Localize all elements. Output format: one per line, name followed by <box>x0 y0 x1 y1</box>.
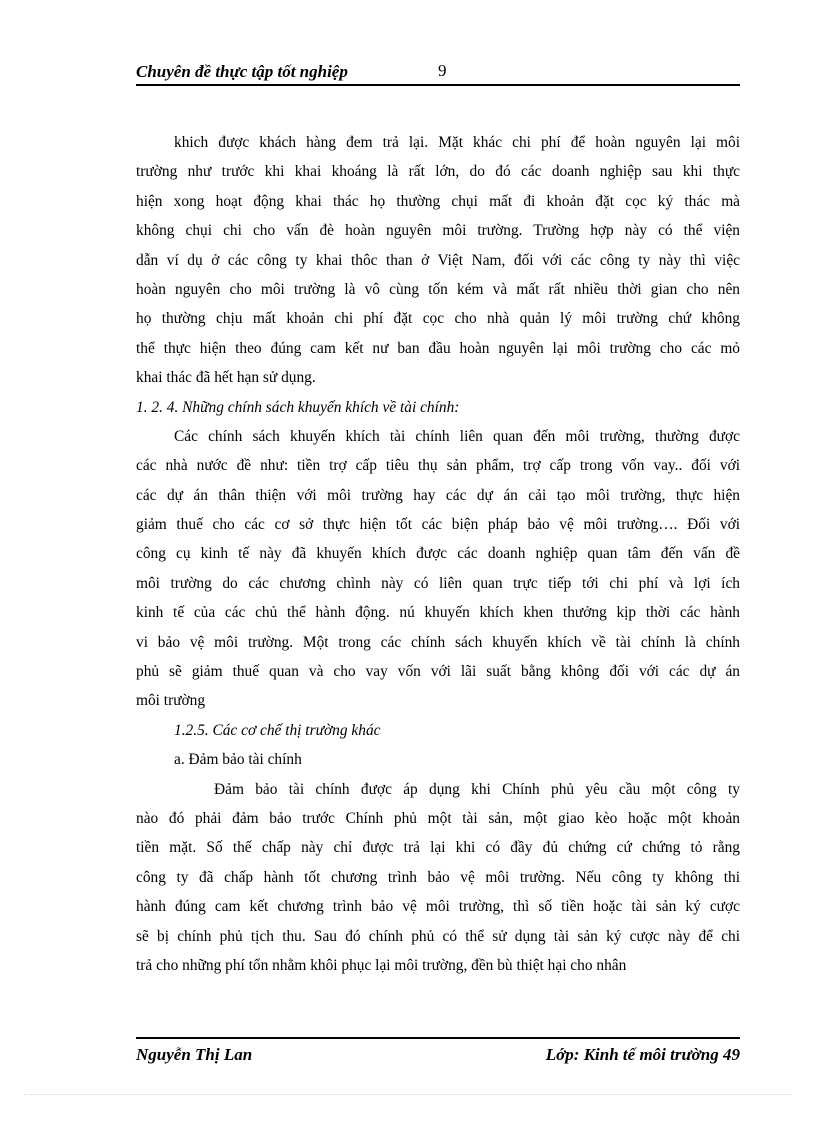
paragraph-line: sẽ bị chính phủ tịch thu. Sau đó chính phủ có thể sử dụng tài sản ký cược này để chi <box>136 927 740 945</box>
paragraph-line: khai thác đã hết hạn sử dụng. <box>136 369 316 387</box>
paragraph-line: công ty đã chấp hành tốt chương trình bảo vệ môi trường. Nếu công ty không thi <box>136 868 740 886</box>
section-heading: 1.2.5. Các cơ chế thị trường khác <box>174 721 381 739</box>
paragraph-line: kinh tế của các chủ thể hành động. nú khuyến khích khen thưởng kịp thời các hành <box>136 604 740 622</box>
footer-class: Lớp: Kinh tế môi trường 49 <box>545 1045 740 1064</box>
paragraph-line: dẫn ví dụ ở các công ty khai thôc than ở Việt Nam, đối với các công ty này thì việc <box>136 251 740 269</box>
paragraph-line: không chụi chi cho vấn đè hoàn nguyên môi trường. Trường hợp này có thể viện <box>136 222 740 240</box>
paragraph-line: khich được khách hàng đem trả lại. Mặt khác chi phí để hoàn nguyên lại môi <box>174 134 740 151</box>
paragraph-line: Các chính sách khuyến khích tài chính liên quan đến môi trường, thường được <box>174 427 740 445</box>
paragraph-line: hiện xong hoạt động khai thác họ thường chụi mất đi khoản đặt cọc ký thác mà <box>136 192 740 210</box>
paragraph-line: thể thực hiện theo đúng cam kết nư ban đầu hoàn nguyên lại môi trường cho các mỏ <box>136 339 740 357</box>
paragraph-line: các dự án thân thiện với môi trường hay các dự án cải tạo môi trường, thực hiện <box>136 486 740 504</box>
paragraph-line: vi bảo vệ môi trường. Một trong các chính sách khuyến khích về tài chính là chính <box>136 633 740 651</box>
subsection-heading: a. Đảm bảo tài chính <box>174 751 302 769</box>
page-edge-divider <box>24 1094 792 1095</box>
paragraph-line: hoàn nguyên cho môi trường là vô cùng tốn kém và mất rất nhiều thời gian cho nên <box>136 280 740 298</box>
paragraph-line: môi trường <box>136 692 206 710</box>
page-footer <box>136 1037 740 1069</box>
document-body <box>136 128 740 980</box>
footer-author: Nguyễn Thị Lan <box>136 1045 253 1064</box>
page-number: 9 <box>438 61 447 80</box>
paragraph-line: trả cho những phí tổn nhằm khôi phục lại môi trường, đền bù thiệt hại cho nhân <box>136 956 627 974</box>
paragraph-line: trường như trước khi khai khoáng là rất lớn, do đó các doanh nghiệp sau khi thực <box>136 163 740 181</box>
paragraph-line: họ thường chịu mất khoản chi phí đặt cọc cho nhà quản lý môi trường chứ không <box>136 310 740 328</box>
header-title: Chuyên đề thực tập tốt nghiệp <box>136 62 348 81</box>
paragraph-line: hành đúng cam kết chương trình bảo vệ môi trường, thì số tiền hoặc tài sản ký cược <box>136 898 740 916</box>
paragraph-line: tiền mặt. Số thế chấp này chỉ được trả lại khi có đầy đủ chứng cứ chứng tỏ rằng <box>136 839 740 857</box>
paragraph-line: các nhà nước đề như: tiền trợ cấp tiêu thụ sản phẩm, trợ cấp trong vốn vay.. đối với <box>136 457 740 475</box>
page-header <box>136 58 740 86</box>
section-heading: 1. 2. 4. Những chính sách khuyến khích về tài chính: <box>136 398 460 416</box>
paragraph-line: giảm thuế cho các cơ sở thực hiện tốt các biện pháp bảo vệ môi trường…. Đối với <box>136 516 740 534</box>
paragraph-line: công cụ kinh tế này đã khuyến khích được các doanh nghiệp quan tâm đến vấn đề <box>136 545 740 563</box>
paragraph-line: phủ sẽ giảm thuế quan và cho vay vốn với lãi suất bằng không đối với các dự án <box>136 663 740 681</box>
paragraph-line: nào đó phải đảm bảo trước Chính phủ một tài sản, một giao kèo hoặc một khoản <box>136 809 740 827</box>
paragraph-line: Đảm bảo tài chính được áp dụng khi Chính phủ yêu cầu một công ty <box>214 780 740 798</box>
paragraph-line: môi trường do các chương chình này có liên quan trực tiếp tới chi phí và lợi ích <box>136 574 740 592</box>
